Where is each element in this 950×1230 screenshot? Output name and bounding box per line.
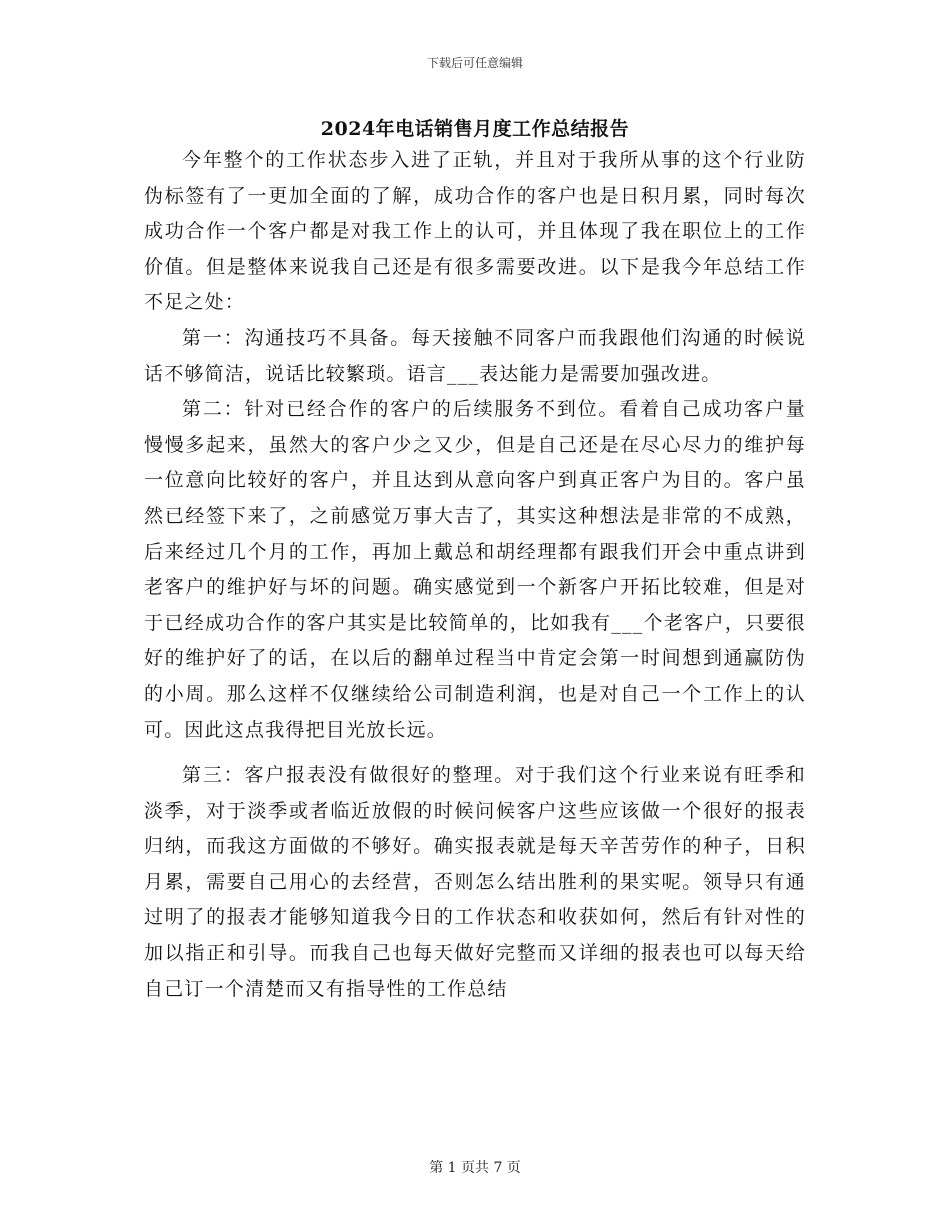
paragraph-intro: 今年整个的工作状态步入进了正轨，并且对于我所从事的这个行业防伪标签有了一更加全面的了解，成功合作的客户也是日积月累，同时每次成功合作一个客户都是对我工作上的认可，并且体现了我在职位上的工作价值。但是整体来说我自己还是有很多需要改进。以下是我今年总结工作不足之处： bbox=[144, 149, 806, 314]
page-number-footer: 第 1 页共 7 页 bbox=[429, 1160, 521, 1176]
document-body bbox=[144, 143, 806, 1007]
paragraph-point-2: 第二：针对已经合作的客户的后续服务不到位。看着自己成功客户量慢慢多起来，虽然大的客户少之又少，但是自己还是在尽心尽力的维护每一位意向比较好的客户，并且达到从意向客户到真正客户为目的。客户虽然已经签下来了，之前感觉万事大吉了，其实这种想法是非常的不成熟，后来经过几个月的工作，再加上戴总和胡经理都有跟我们开会中重点讲到老客户的维护好与坏的问题。确实感觉到一个新客户开拓比较难，但是对于已经成功合作的客户其实是比较简单的，比如我有___个老客户，只要很好的维护好了的话，在以后的翻单过程当中肯定会第一时间想到通赢防伪的小周。那么这样不仅继续给公司制造利润，也是对自己一个工作上的认可。因此这点我得把目光放长远。 bbox=[144, 398, 806, 741]
paragraph-point-1: 第一：沟通技巧不具备。每天接触不同客户而我跟他们沟通的时候说话不够简洁，说话比较繁琐。语言___表达能力是需要加强改进。 bbox=[144, 326, 806, 385]
paragraph-point-3: 第三：客户报表没有做很好的整理。对于我们这个行业来说有旺季和淡季，对于淡季或者临近放假的时候问候客户这些应该做一个很好的报表归纳，而我这方面做的不够好。确实报表就是每天辛苦劳作的种子，日积月累，需要自己用心的去经营，否则怎么结出胜利的果实呢。领导只有通过明了的报表才能够知道我今日的工作状态和收获如何，然后有针对性的加以指正和引导。而我自己也每天做好完整而又详细的报表也可以每天给自己订一个清楚而又有指导性的工作总结 bbox=[144, 764, 806, 1000]
document-title: 2024年电话销售月度工作总结报告 bbox=[320, 118, 630, 140]
page-header: 下载后可任意编辑 bbox=[426, 56, 523, 70]
